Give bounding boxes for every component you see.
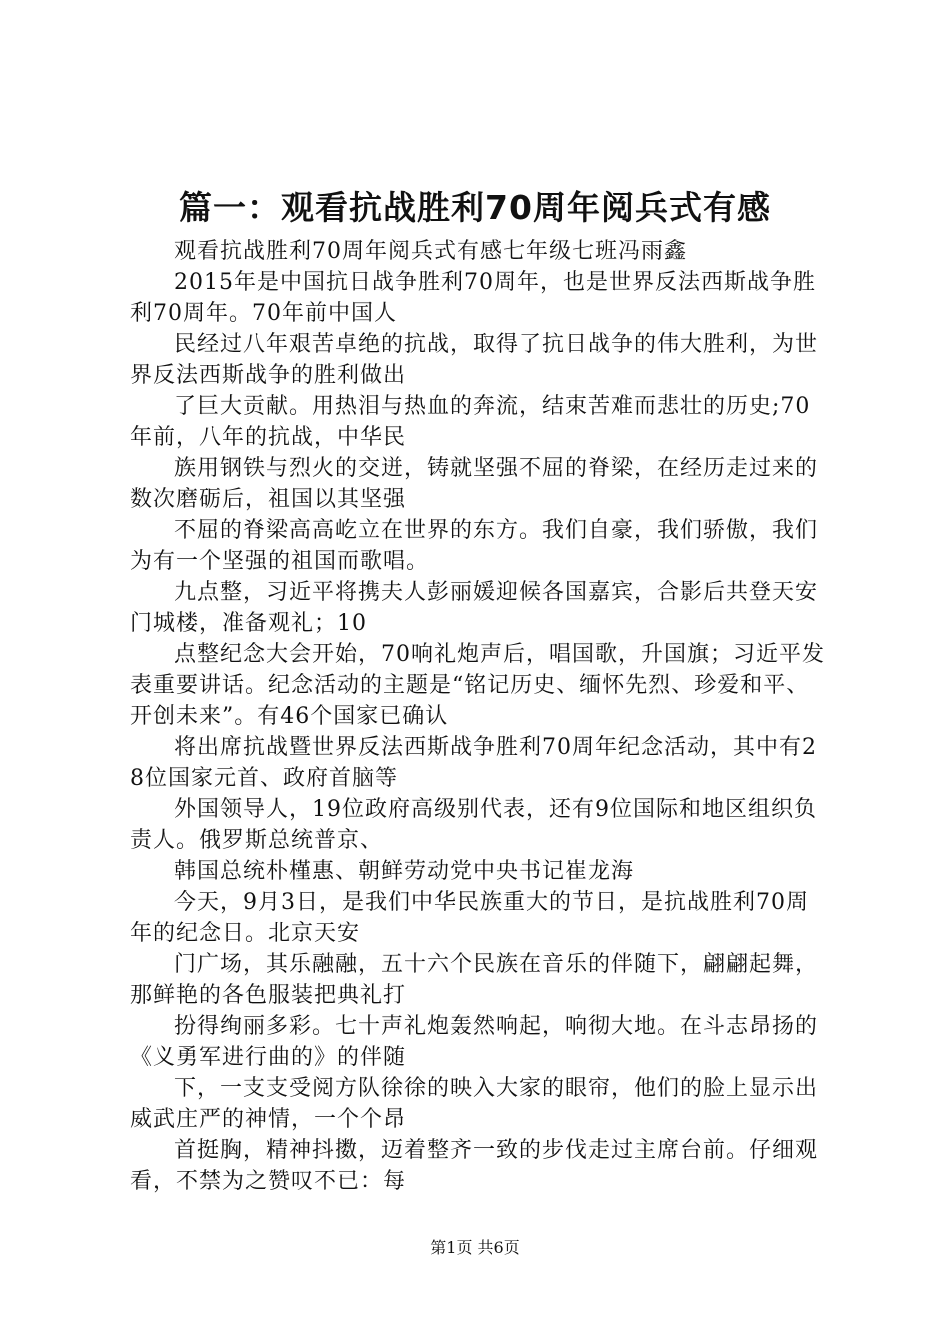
paragraph: 民经过八年艰苦卓绝的抗战，取得了抗日战争的伟大胜利，为世界反法西斯战争的胜利做出 — [130, 332, 819, 388]
document-body — [130, 236, 830, 1197]
paragraph: 韩国总统朴槿惠、朝鲜劳动党中央书记崔龙海 — [174, 859, 635, 884]
paragraph: 了巨大贡献。用热泪与热血的奔流，结束苦难而悲壮的历史;70年前，八年的抗战，中华民 — [130, 394, 811, 450]
paragraph: 点整纪念大会开始，70响礼炮声后，唱国歌，升国旗；习近平发表重要讲话。纪念活动的主题是“铭记历史、缅怀先烈、珍爱和平、开创未来”。有46个国家已确认 — [130, 642, 825, 729]
paragraph: 观看抗战胜利70周年阅兵式有感七年级七班冯雨鑫 — [174, 239, 687, 264]
paragraph: 将出席抗战暨世界反法西斯战争胜利70周年纪念活动，其中有28位国家元首、政府首脑等 — [130, 735, 817, 791]
paragraph: 首挺胸，精神抖擞，迈着整齐一致的步伐走过主席台前。仔细观看，不禁为之赞叹不已：每 — [130, 1138, 819, 1194]
paragraph: 门广场，其乐融融，五十六个民族在音乐的伴随下，翩翩起舞，那鲜艳的各色服装把典礼打 — [130, 952, 819, 1008]
paragraph: 2015年是中国抗日战争胜利70周年，也是世界反法西斯战争胜利70周年。70年前中国人 — [130, 270, 816, 326]
paragraph: 扮得绚丽多彩。七十声礼炮轰然响起，响彻大地。在斗志昂扬的《义勇军进行曲的》的伴随 — [130, 1014, 819, 1070]
paragraph: 族用钢铁与烈火的交迸，铸就坚强不屈的脊梁，在经历走过来的数次磨砺后，祖国以其坚强 — [130, 456, 819, 512]
paragraph: 外国领导人，19位政府高级别代表，还有9位国际和地区组织负责人。俄罗斯总统普京、 — [130, 797, 817, 853]
paragraph: 下，一支支受阅方队徐徐的映入大家的眼帘，他们的脸上显示出威武庄严的神情，一个个昂 — [130, 1076, 819, 1132]
paragraph: 九点整，习近平将携夫人彭丽媛迎候各国嘉宾，合影后共登天安门城楼，准备观礼；10 — [130, 580, 819, 636]
paragraph: 不屈的脊梁高高屹立在世界的东方。我们自豪，我们骄傲，我们为有一个坚强的祖国而歌唱。 — [130, 518, 819, 574]
paragraph: 今天，9月3日，是我们中华民族重大的节日，是抗战胜利70周年的纪念日。北京天安 — [130, 890, 809, 946]
document-title: 篇一：观看抗战胜利70周年阅兵式有感 — [179, 188, 771, 227]
page-footer: 第1页 共6页 — [430, 1238, 520, 1257]
